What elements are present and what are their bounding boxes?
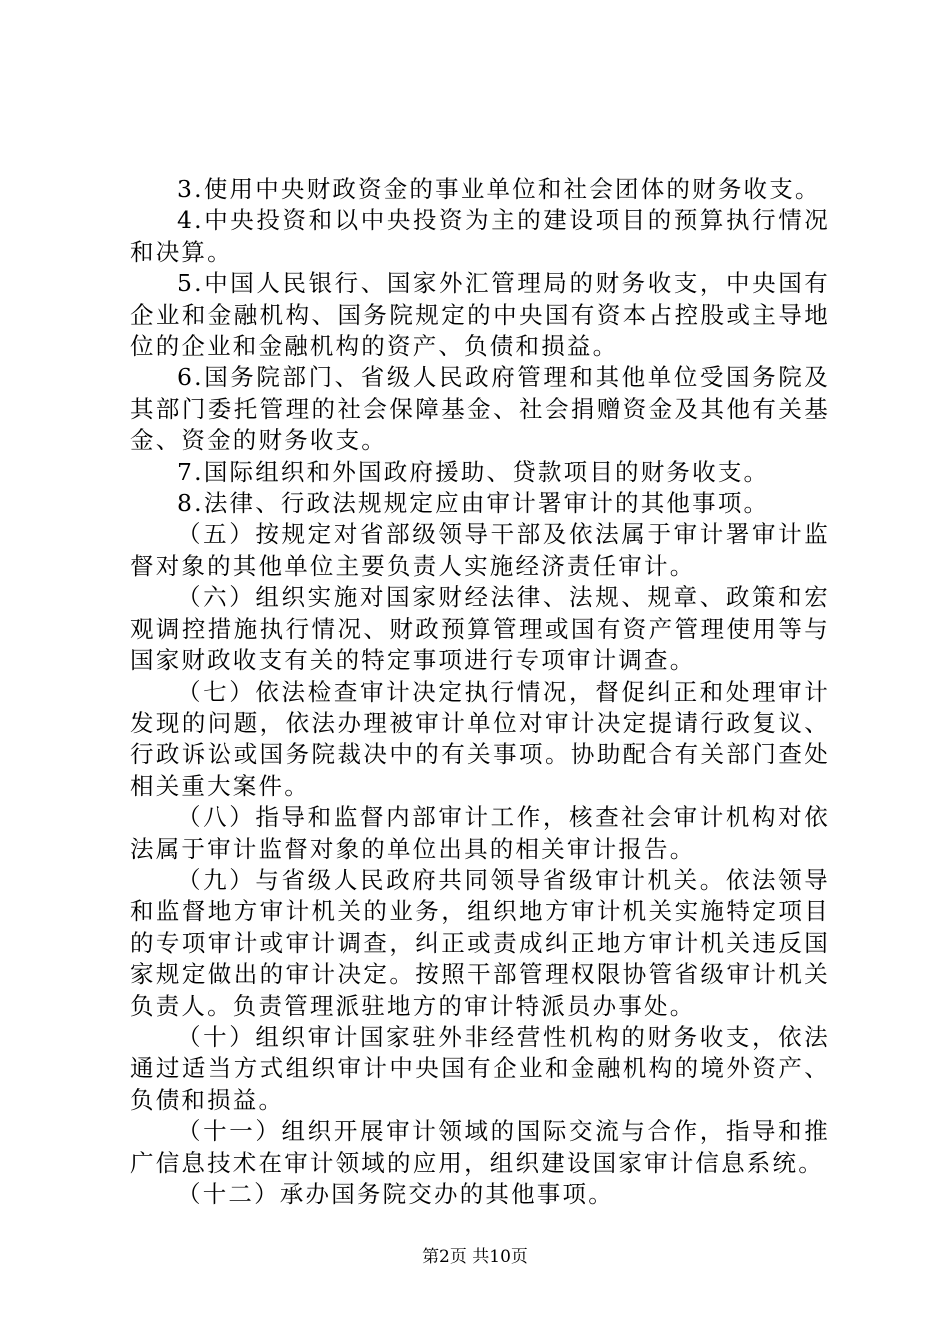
- page-footer: [0, 1242, 950, 1267]
- paragraph-section-9: （九）与省级人民政府共同领导省级审计机关。依法领导和监督地方审计机关的业务，组织地方审计机关实施特定项目的专项审计或审计调查，纠正或责成纠正地方审计机关违反国家规定做出的审计决定。按照干部管理权限协管省级审计机关负责人。负责管理派驻地方的审计特派员办事处。: [130, 865, 830, 1020]
- paragraph-section-12: （十二）承办国务院交办的其他事项。: [177, 1180, 614, 1208]
- paragraph-item-7: 7.国际组织和外国政府援助、贷款项目的财务收支。: [177, 457, 770, 486]
- paragraph-section-10: （十）组织审计国家驻外非经营性机构的财务收支，依法通过适当方式组织审计中央国有企业和金融机构的境外资产、负债和损益。: [130, 1022, 830, 1114]
- paragraph-section-7: （七）依法检查审计决定执行情况，督促纠正和处理审计发现的问题，依法办理被审计单位对审计决定提请行政复议、行政诉讼或国务院裁决中的有关事项。协助配合有关部门查处相关重大案件。: [130, 677, 830, 800]
- paragraph-section-8: （八）指导和监督内部审计工作，核查社会审计机构对依法属于审计监督对象的单位出具的相关审计报告。: [130, 803, 830, 863]
- paragraph-section-11: （十一）组织开展审计领域的国际交流与合作，指导和推广信息技术在审计领域的应用，组织建设国家审计信息系统。: [130, 1117, 830, 1177]
- document-body: [130, 174, 830, 1210]
- paragraph-item-6: 6.国务院部门、省级人民政府管理和其他单位受国务院及其部门委托管理的社会保障基金、社会捐赠资金及其他有关基金、资金的财务收支。: [130, 363, 830, 455]
- paragraph-item-5: 5.中国人民银行、国家外汇管理局的财务收支，中央国有企业和金融机构、国务院规定的中央国有资本占控股或主导地位的企业和金融机构的资产、负债和损益。: [130, 269, 830, 361]
- page-number-label: 第2页 共10页: [422, 1247, 528, 1267]
- paragraph-section-5: （五）按规定对省部级领导干部及依法属于审计署审计监督对象的其他单位主要负责人实施经济责任审计。: [130, 520, 830, 580]
- paragraph-item-3: 3.使用中央财政资金的事业单位和社会团体的财务收支。: [177, 175, 821, 203]
- paragraph-item-4: 4.中央投资和以中央投资为主的建设项目的预算执行情况和决算。: [130, 206, 830, 266]
- paragraph-item-8: 8.法律、行政法规规定应由审计署审计的其他事项。: [177, 489, 770, 518]
- paragraph-section-6: （六）组织实施对国家财经法律、法规、规章、政策和宏观调控措施执行情况、财政预算管理或国有资产管理使用等与国家财政收支有关的特定事项进行专项审计调查。: [130, 583, 830, 675]
